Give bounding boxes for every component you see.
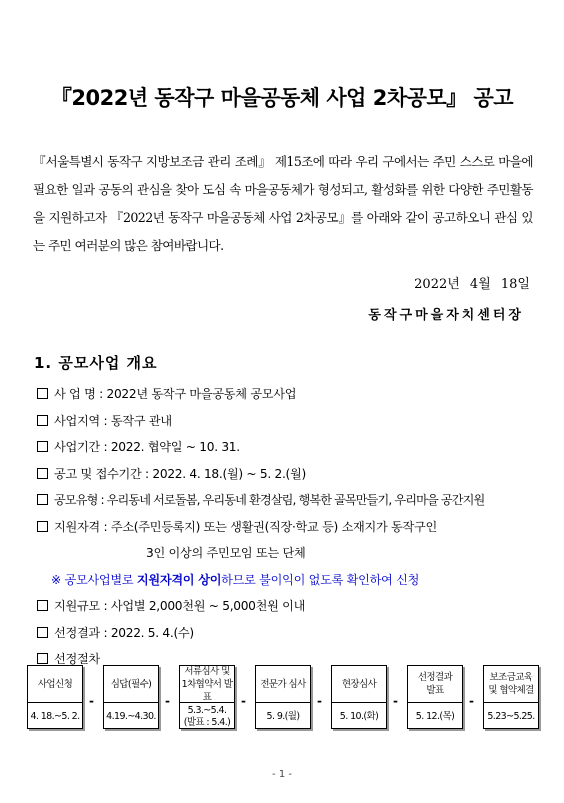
arrow-icon: - <box>469 694 474 708</box>
overview-list <box>37 381 547 673</box>
checkbox-icon <box>37 494 48 505</box>
checkbox-icon <box>37 388 48 399</box>
list-item: 공고 및 접수기간 : 2022. 4. 18.(월) ~ 5. 2.(월) <box>37 461 547 488</box>
process-step: 전문가 심사 5. 9.(월) <box>255 665 311 729</box>
arrow-icon: - <box>241 694 246 708</box>
arrow-icon: - <box>165 694 170 708</box>
signer: 동작구마을자치센터장 <box>368 308 524 323</box>
arrow-icon: - <box>393 694 398 708</box>
checkbox-icon <box>37 653 48 664</box>
checkbox-icon <box>37 468 48 479</box>
checkbox-icon <box>37 441 48 452</box>
list-item: 공모유형 : 우리동네 서로돌봄, 우리동네 환경살림, 행복한 골목만들기, 우리마을 공간지원 <box>37 487 547 514</box>
announcement-date: 2022년 4월 18일 <box>414 277 530 292</box>
list-item: 사업지역 : 동작구 관내 <box>37 408 547 435</box>
page-title: 『2022년 동작구 마을공동체 사업 2차공모』 공고 <box>50 86 514 110</box>
process-step: 선정결과 발표 5. 12.(목) <box>407 665 463 729</box>
arrow-icon: - <box>317 694 322 708</box>
list-item: 사 업 명 : 2022년 동작구 마을공동체 공모사업 <box>37 381 547 408</box>
process-step: 서류심사 및 1차협약서 발표 5.3.~5.4. (발표 : 5.4.) <box>179 665 235 729</box>
list-item: 선정결과 : 2022. 5. 4.(수) <box>37 620 547 647</box>
list-item: 지원자격 : 주소(주민등록지) 또는 생활권(직장·학교 등) 소재지가 동작구인 <box>37 514 547 541</box>
section-heading: 1. 공모사업 개요 <box>34 354 158 372</box>
list-item: 사업기간 : 2022. 협약일 ~ 10. 31. <box>37 434 547 461</box>
checkbox-icon <box>37 415 48 426</box>
process-step: 보조금교육 및 협약체결 5.23~5.25. <box>483 665 539 729</box>
process-step: 사업신청 4. 18.~5. 2. <box>27 665 83 729</box>
list-item: 선정절차 <box>37 646 547 673</box>
checkbox-icon <box>37 627 48 638</box>
page-number: - 1 - <box>272 769 292 780</box>
arrow-icon: - <box>89 694 94 708</box>
notice-line: ※ 공모사업별로 지원자격이 상이하므로 불이익이 없도록 확인하여 신청 <box>51 572 420 587</box>
process-step: 현장심사 5. 10.(화) <box>331 665 387 729</box>
process-step: 심답(필수) 4.19.~4.30. <box>103 665 159 729</box>
checkbox-icon <box>37 600 48 611</box>
list-item: 지원규모 : 사업별 2,000천원 ~ 5,000천원 이내 <box>37 593 547 620</box>
intro-paragraph: 『서울특별시 동작구 지방보조금 관리 조례』 제15조에 따라 우리 구에서는 주민 스스로 마을에 필요한 일과 공동의 관심을 찾아 도심 속 마을공동체가 형성되고, 활성화를 위한 다양한 주민활동을 지원하고자 『2022년 동작구 마을공동체 사업 2차공모』를 아래와 같이 공고하오니 관심 있는 주민 여러분의 많은 참여바랍니다. <box>33 154 533 253</box>
selection-process-flow <box>27 665 540 729</box>
checkbox-icon <box>37 521 48 532</box>
list-item-continuation: 3인 이상의 주민모임 또는 단체 <box>146 546 306 560</box>
